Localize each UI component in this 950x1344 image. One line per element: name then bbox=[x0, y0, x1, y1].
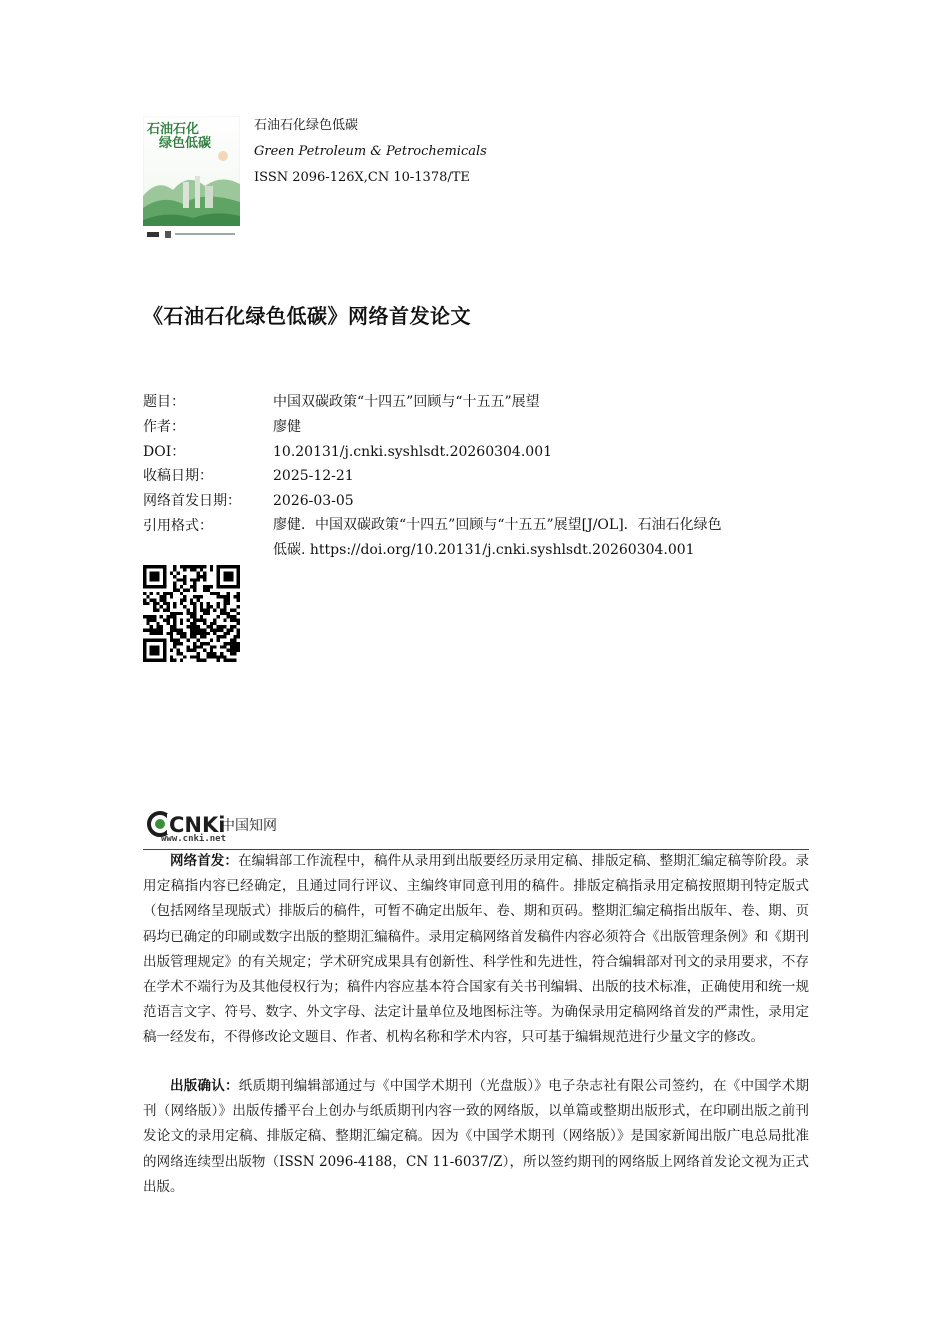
publication-confirmation-text: 纸质期刊编辑部通过与《中国学术期刊（光盘版）》电子杂志社有限公司签约，在《中国学术期刊（网络版）》出版传播平台上创办与纸质期刊内容一致的网络版，以单篇或整期出版形式，在印刷出版之前刊发论文的录用定稿、排版定稿、整期汇编定稿。因为《中国学术期刊（网络版）》是国家新闻出版广电总局批准的网络连续型出版物（ISSN 2096-4188，CN 11-6037/Z），所以签约期刊的网络版上网络首发论文视为正式出版。 bbox=[143, 1078, 810, 1195]
cover-title-line1: 石油石化 bbox=[147, 122, 200, 137]
journal-issn: ISSN 2096-126X,CN 10-1378/TE bbox=[254, 170, 470, 185]
received-date: 2025-12-21 bbox=[273, 468, 354, 484]
doi-label: DOI： bbox=[143, 444, 186, 460]
author-label: 作者： bbox=[143, 419, 185, 435]
publication-confirmation-label: 出版确认： bbox=[170, 1078, 239, 1094]
journal-cover-image bbox=[143, 116, 240, 240]
cnki-logo bbox=[147, 808, 277, 844]
qr-code[interactable] bbox=[143, 565, 240, 662]
paper-title: 中国双碳政策“十四五”回顾与“十五五”展望 bbox=[273, 394, 540, 410]
doi-link[interactable]: 10.20131/j.cnki.syshlsdt.20260304.001 bbox=[273, 444, 553, 460]
received-date-label: 收稿日期： bbox=[143, 468, 213, 484]
online-first-text: 在编辑部工作流程中，稿件从录用到出版要经历录用定稿、排版定稿、整期汇编定稿等阶段。录用定稿指内容已经确定，且通过同行评议、主编终审同意刊用的稿件。排版定稿指录用定稿按照期刊特定版式（包括网络呈现版式）排版后的稿件，可暂不确定出版年、卷、期和页码。整期汇编定稿指出版年、卷、期、页码均已确定的印刷或数字出版的整期汇编稿件。录用定稿网络首发稿件内容必须符合《出版管理条例》和《期刊出版管理规定》的有关规定；学术研究成果具有创新性、科学性和先进性，符合编辑部对刊文的录用要求，不存在学术不端行为及其他侵权行为；稿件内容应基本符合国家有关书刊编辑、出版的技术标准，正确使用和统一规范语言文字、符号、数字、外文字母、法定计量单位及地图标注等。为确保录用定稿网络首发的严肃性，录用定稿一经发布，不得修改论文题目、作者、机构名称和学术内容，只可基于编辑规范进行少量文字的修改。 bbox=[143, 853, 810, 1046]
citation-label: 引用格式： bbox=[143, 518, 213, 534]
author-name: 廖健 bbox=[273, 419, 301, 435]
online-first-notice bbox=[143, 849, 809, 1051]
publication-confirmation bbox=[143, 1074, 809, 1200]
title-label: 题目： bbox=[143, 394, 185, 410]
online-date: 2026-03-05 bbox=[273, 493, 354, 509]
online-first-label: 网络首发： bbox=[170, 853, 238, 869]
cnki-logo-text: CNKi bbox=[169, 813, 226, 837]
citation-line-2: 低碳. https://doi.org/10.20131/j.cnki.syshlsdt.20260304.001 bbox=[273, 542, 695, 558]
cnki-logo-url: www.cnki.net bbox=[161, 834, 227, 844]
journal-name-cn: 石油石化绿色低碳 bbox=[254, 118, 359, 133]
cnki-logo-cn: 中国知网 bbox=[221, 818, 277, 834]
citation-line-1: 廖健．中国双碳政策“十四五”回顾与“十五五”展望[J/OL]．石油石化绿色 bbox=[273, 517, 722, 533]
journal-name-en: Green Petroleum & Petrochemicals bbox=[254, 144, 487, 159]
online-date-label: 网络首发日期： bbox=[143, 493, 241, 509]
citation-text bbox=[273, 513, 808, 563]
cover-title-line2: 绿色低碳 bbox=[159, 136, 212, 151]
page-title: 《石油石化绿色低碳》网络首发论文 bbox=[143, 304, 471, 328]
